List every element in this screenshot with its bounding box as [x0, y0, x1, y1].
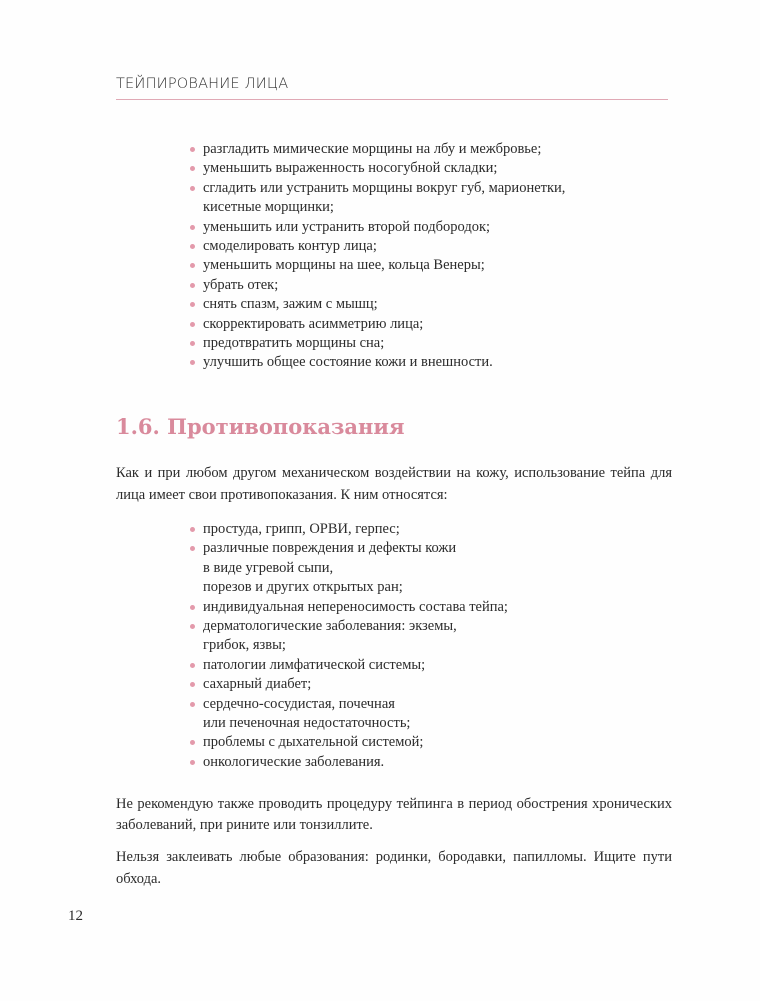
- list-item: [190, 295, 565, 314]
- list-item-text: различные повреждения и дефекты кожи в виде угревой сыпи, порезов и других открытых ран;: [203, 540, 457, 596]
- bullet-icon: [190, 322, 195, 327]
- bullet-icon: [190, 682, 195, 687]
- list-item: [190, 218, 565, 237]
- bullet-icon: [190, 225, 195, 230]
- benefits-list: [190, 140, 565, 373]
- page-number: 12: [68, 908, 83, 924]
- list-item: [190, 675, 508, 694]
- list-item-text: уменьшить морщины на шее, кольца Венеры;: [203, 257, 485, 274]
- list-item-text: сердечно-сосудистая, почечная или печеночная недостаточность;: [203, 695, 411, 732]
- list-item: [190, 753, 508, 772]
- bullet-icon: [190, 263, 195, 268]
- list-item: [190, 656, 508, 675]
- bullet-icon: [190, 546, 195, 551]
- bullet-icon: [190, 147, 195, 152]
- list-item-text: смоделировать контур лица;: [203, 238, 377, 255]
- list-item-text: предотвратить морщины сна;: [203, 335, 385, 352]
- intro-paragraph: Как и при любом другом механическом воздействии на кожу, использование тейпа для лица имеет свои противопоказания. К ним относятся:: [116, 465, 672, 503]
- list-item: [190, 140, 565, 159]
- list-item-text: проблемы с дыхательной системой;: [203, 734, 424, 751]
- bullet-icon: [190, 663, 195, 668]
- list-item: [190, 256, 565, 275]
- section-heading: 1.6. Противопоказания: [116, 414, 405, 439]
- list-item-text: сгладить или устранить морщины вокруг губ, марионетки, кисетные морщинки;: [203, 179, 566, 216]
- bullet-icon: [190, 283, 195, 288]
- list-item: [190, 179, 565, 218]
- list-item-text: убрать отек;: [203, 276, 279, 293]
- list-item-text: индивидуальная непереносимость состава тейпа;: [203, 598, 508, 615]
- bullet-icon: [190, 740, 195, 745]
- paragraph-warning: Нельзя заклеивать любые образования: родинки, бородавки, папилломы. Ищите пути обхода.: [116, 849, 672, 887]
- bullet-icon: [190, 527, 195, 532]
- list-item-text: снять спазм, зажим с мышц;: [203, 296, 378, 313]
- list-item-text: разгладить мимические морщины на лбу и межбровье;: [203, 141, 542, 157]
- contraindications-list: [190, 520, 508, 772]
- list-item: [190, 237, 565, 256]
- list-item-text: сахарный диабет;: [203, 676, 312, 693]
- list-item-text: уменьшить выраженность носогубной складки;: [203, 160, 498, 177]
- bullet-icon: [190, 186, 195, 191]
- bullet-icon: [190, 244, 195, 249]
- list-item: [190, 353, 565, 372]
- list-item-text: улучшить общее состояние кожи и внешности.: [203, 354, 493, 371]
- list-item: [190, 617, 508, 656]
- bullet-icon: [190, 702, 195, 707]
- bullet-icon: [190, 605, 195, 610]
- bullet-icon: [190, 360, 195, 365]
- paragraph-recommendation: Не рекомендую также проводить процедуру тейпинга в период обострения хронических заболеваний, при рините или тонзиллите.: [116, 796, 672, 833]
- list-item-text: простуда, грипп, ОРВИ, герпес;: [203, 521, 400, 537]
- bullet-icon: [190, 341, 195, 346]
- list-item-text: онкологические заболевания.: [203, 753, 385, 770]
- list-item: [190, 520, 508, 539]
- list-item: [190, 695, 508, 734]
- bullet-icon: [190, 760, 195, 765]
- list-item-text: патологии лимфатической системы;: [203, 656, 426, 673]
- list-item: [190, 334, 565, 353]
- bullet-icon: [190, 624, 195, 629]
- list-item: [190, 598, 508, 617]
- list-item-text: скорректировать асимметрию лица;: [203, 315, 424, 332]
- bullet-icon: [190, 302, 195, 307]
- bullet-icon: [190, 166, 195, 171]
- header-divider: [116, 99, 668, 100]
- list-item: [190, 159, 565, 178]
- list-item-text: дерматологические заболевания: экземы, грибок, язвы;: [203, 618, 457, 654]
- running-header: ТЕЙПИРОВАНИЕ ЛИЦА: [116, 76, 289, 92]
- list-item: [190, 315, 565, 334]
- list-item: [190, 733, 508, 752]
- list-item: [190, 276, 565, 295]
- list-item: [190, 539, 508, 597]
- list-item-text: уменьшить или устранить второй подбородок;: [203, 218, 491, 235]
